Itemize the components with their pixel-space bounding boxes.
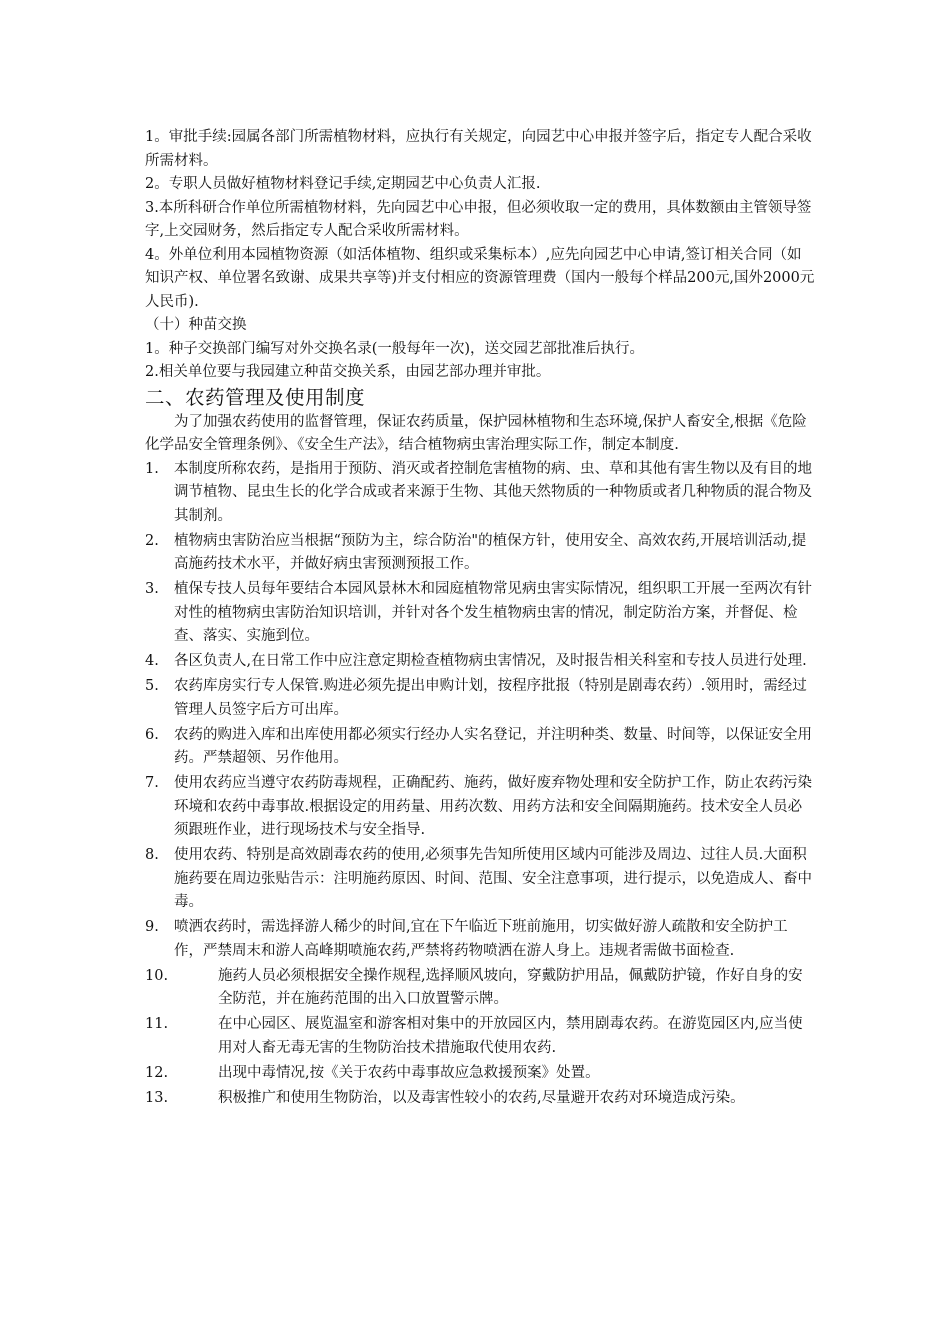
- list-item: [145, 1087, 815, 1111]
- list-item: [145, 1062, 815, 1086]
- item-number: 12.: [145, 1064, 169, 1081]
- item-text: 施药人员必须根据安全操作规程,选择顺风坡向，穿戴防护用品，佩戴防护镜，作好自身的安全防范，并在施药范围的出入口放置警示牌。: [218, 967, 803, 1007]
- item-number: 9.: [145, 919, 159, 935]
- item-number: 5.: [145, 678, 159, 694]
- section9-item-1: 1。审批手续:园属各部门所需植物材料，应执行有关规定，向园艺中心申报并签字后，指定专人配合采收所需材料。: [145, 129, 812, 169]
- document-page: [145, 126, 815, 1112]
- list-item: [145, 844, 815, 915]
- item-text: 植物病虫害防治应当根据“预防为主，综合防治"的植保方针，使用安全、高效农药,开展培训活动,提高施药技术水平，并做好病虫害预测预报工作。: [174, 532, 807, 572]
- section9-item-2: 2。专职人员做好植物材料登记手续,定期园艺中心负责人汇报.: [145, 176, 541, 192]
- item-text: 农药库房实行专人保管.购进必须先提出申购计划，按程序批报（特别是剧毒农药）.领用时，需经过管理人员签字后方可出库。: [174, 678, 807, 718]
- rules-list: [145, 458, 815, 1111]
- list-item: [145, 724, 815, 771]
- section-heading: 二、农药管理及使用制度: [145, 385, 366, 409]
- section10-item-1: 1。种子交换部门编写对外交换名录(一般每年一次)，送交园艺部批准后执行。: [145, 340, 645, 357]
- list-item: [145, 916, 815, 963]
- item-text: 在中心园区、展览温室和游客相对集中的开放园区内，禁用剧毒农药。在游览园区内,应当使用对人畜无毒无害的生物防治技术措施取代使用农药.: [218, 1016, 803, 1056]
- list-item: [145, 772, 815, 843]
- item-text: 使用农药、特别是高效剧毒农药的使用,必须事先告知所使用区域内可能涉及周边、过往人员.大面积施药要在周边张贴告示：注明施药原因、时间、范围、安全注意事项，进行提示，以免造成人、畜中毒。: [174, 847, 812, 910]
- item-text: 使用农药应当遵守农药防毒规程，正确配药、施药，做好废弃物处理和安全防护工作，防止农药污染环境和农药中毒事故.根据设定的用药量、用药次数、用药方法和安全间隔期施药。技术安全人员必须跟班作业，进行现场技术与安全指导.: [174, 775, 812, 838]
- list-item: [145, 650, 815, 674]
- list-item: [145, 675, 815, 722]
- list-item: [145, 1013, 815, 1060]
- section10-item-2: 2.相关单位要与我园建立种苗交换关系，由园艺部办理并审批。: [145, 364, 551, 380]
- item-text: 本制度所称农药，是指用于预防、消灭或者控制危害植物的病、虫、草和其他有害生物以及有目的地调节植物、昆虫生长的化学合成或者来源于生物、其他天然物质的一种物质或者几种物质的混合物及其制剂。: [174, 460, 812, 524]
- intro-paragraph: 为了加强农药使用的监督管理，保证农药质量，保护园林植物和生态环境,保护人畜安全,根据《危险化学品安全管理条例》、《安全生产法》，结合植物病虫害治理实际工作，制定本制度.: [145, 413, 807, 453]
- section9-item-4: 4。外单位利用本园植物资源（如活体植物、组织或采集标本）,应先向园艺中心申请,签订相关合同（如知识产权、单位署名致谢、成果共享等)并支付相应的资源管理费（国内一般每个样品200元,国外2000元人民币).: [145, 246, 815, 310]
- item-number: 3.: [145, 581, 159, 597]
- section10-title: （十）种苗交换: [145, 317, 247, 333]
- item-text: 喷洒农药时，需选择游人稀少的时间,宜在下午临近下班前施用，切实做好游人疏散和安全防护工作，严禁周末和游人高峰期喷施农药,严禁将药物喷洒在游人身上。违规者需做书面检查.: [174, 919, 788, 959]
- item-text: 农药的购进入库和出库使用都必须实行经办人实名登记，并注明种类、数量、时间等，以保证安全用药。严禁超领、另作他用。: [174, 726, 812, 766]
- item-number: 10.: [145, 967, 169, 984]
- item-number: 1.: [145, 460, 159, 477]
- item-number: 8.: [145, 847, 159, 863]
- item-number: 13.: [145, 1089, 169, 1106]
- item-number: 4.: [145, 653, 159, 669]
- item-text: 出现中毒情况,按《关于农药中毒事故应急救援预案》处置。: [218, 1064, 600, 1081]
- item-number: 2.: [145, 532, 159, 549]
- section9-item-3: 3.本所科研合作单位所需植物材料，先向园艺中心申报，但必须收取一定的费用，具体数额由主管领导签字,上交园财务，然后指定专人配合采收所需材料。: [145, 199, 812, 239]
- item-number: 7.: [145, 775, 159, 791]
- item-number: 11.: [145, 1016, 169, 1032]
- list-item: [145, 530, 815, 577]
- item-text: 积极推广和使用生物防治，以及毒害性较小的农药,尽量避开农药对环境造成污染。: [218, 1089, 745, 1106]
- item-text: 植保专技人员每年要结合本园风景林木和园庭植物常见病虫害实际情况，组织职工开展一至两次有针对性的植物病虫害防治知识培训，并针对各个发生植物病虫害的情况，制定防治方案，并督促、检查、落实、实施到位。: [174, 581, 812, 644]
- item-number: 6.: [145, 726, 159, 743]
- list-item: [145, 578, 815, 649]
- item-text: 各区负责人,在日常工作中应注意定期检查植物病虫害情况，及时报告相关科室和专技人员进行处理.: [174, 653, 807, 669]
- list-item: [145, 965, 815, 1012]
- list-item: [145, 458, 815, 529]
